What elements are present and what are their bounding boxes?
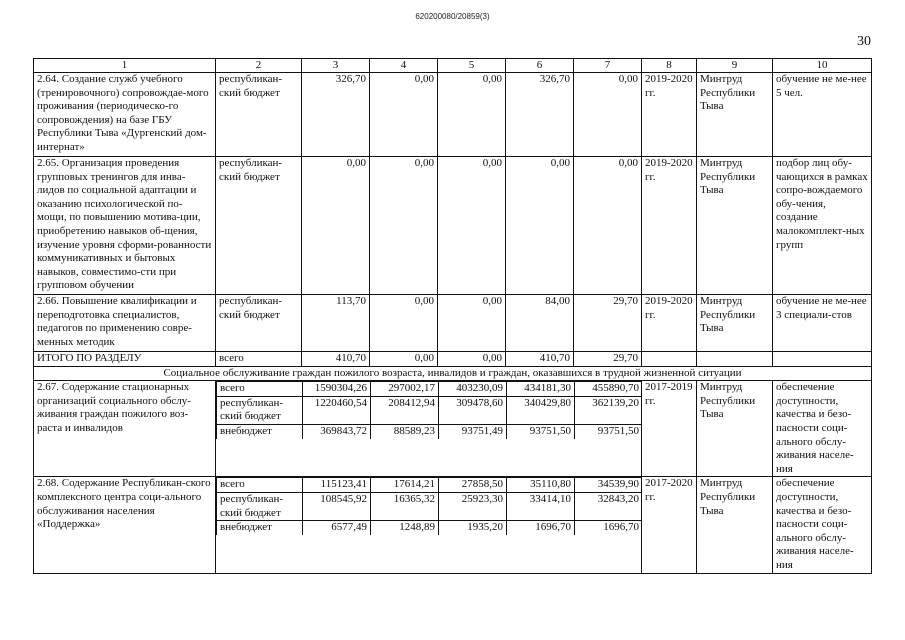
value-year-4: 455890,70 <box>575 382 642 397</box>
value-year-1: 0,00 <box>370 295 438 352</box>
table-row <box>34 73 872 157</box>
funding-source: республикан-ский бюджет <box>216 157 302 295</box>
value-year-2: 93751,49 <box>439 424 507 438</box>
value-year-3: 35110,80 <box>507 478 575 493</box>
executor: Минтруд Республики Тыва <box>697 477 773 573</box>
value-year-3: 84,00 <box>506 295 574 352</box>
col-header: 3 <box>302 59 370 73</box>
value-year-3: 326,70 <box>506 73 574 157</box>
col-header: 2 <box>216 59 302 73</box>
value-total: 108545,92 <box>303 492 371 520</box>
executor: Минтруд Республики Тыва <box>697 295 773 352</box>
expected-result: обучение не ме-нее 3 специали-стов <box>773 295 872 352</box>
expected-result: обучение не ме-нее 5 чел. <box>773 73 872 157</box>
document-code: 620200080/20859(3) <box>415 12 490 21</box>
header-row <box>34 59 872 73</box>
value-year-2: 0,00 <box>438 157 506 295</box>
value-year-2: 0,00 <box>438 352 506 367</box>
funding-source: республикан-ский бюджет <box>217 492 303 520</box>
value-year-2: 27858,50 <box>439 478 507 493</box>
funding-source: внебюджет <box>217 424 303 438</box>
funding-subrow <box>217 492 642 520</box>
value-total: 410,70 <box>302 352 370 367</box>
period: 2019-2020 гг. <box>642 295 697 352</box>
col-header: 4 <box>370 59 438 73</box>
funding-source: республикан-ский бюджет <box>216 73 302 157</box>
funding-source: республикан-ский бюджет <box>217 396 303 424</box>
executor: Минтруд Республики Тыва <box>697 381 773 477</box>
program-table <box>33 58 872 574</box>
empty-cell <box>697 352 773 367</box>
value-year-4: 29,70 <box>574 295 642 352</box>
table-row <box>34 157 872 295</box>
col-header: 1 <box>34 59 216 73</box>
period: 2019-2020 гг. <box>642 73 697 157</box>
col-header: 7 <box>574 59 642 73</box>
value-year-2: 1935,20 <box>439 521 507 535</box>
value-year-3: 434181,30 <box>507 382 575 397</box>
funding-subtable <box>216 477 642 534</box>
total-row <box>34 352 872 367</box>
value-year-4: 362139,20 <box>575 396 642 424</box>
expected-result: обеспечение доступности, качества и безо-пасности соци-ального обслу-живания населе-ния <box>773 381 872 477</box>
value-year-1: 0,00 <box>370 73 438 157</box>
value-year-4: 0,00 <box>574 157 642 295</box>
value-total: 113,70 <box>302 295 370 352</box>
table-row <box>34 477 872 573</box>
funding-subrow <box>217 478 642 493</box>
value-year-2: 0,00 <box>438 295 506 352</box>
value-year-3: 0,00 <box>506 157 574 295</box>
funding-source: республикан-ский бюджет <box>216 295 302 352</box>
period: 2019-2020 гг. <box>642 157 697 295</box>
measure-name: 2.65. Организация проведения групповых тренингов для инва-лидов по социальной адаптации и оказанию психологической по-мощи, по повышению мотива-ции, приобретению навыков об-щения, изучение уровня сформи-рованности коммуникативных и бытовых навыков, совместимо-сти при групповом обучении <box>34 157 216 295</box>
section-title: Социальное обслуживание граждан пожилого возраста, инвалидов и граждан, оказавшихся в трудной жизненной ситуации <box>34 366 872 381</box>
executor: Минтруд Республики Тыва <box>697 157 773 295</box>
value-year-2: 0,00 <box>438 73 506 157</box>
value-year-4: 32843,20 <box>575 492 642 520</box>
measure-name: 2.64. Создание служб учебного (тренировочного) сопровождае-мого проживания (периодическо-го сопровождения) на базе ГБУ Республики Тыва «Дургенский дом-интернат» <box>34 73 216 157</box>
value-year-2: 309478,60 <box>439 396 507 424</box>
funding-subrow <box>217 396 642 424</box>
funding-source: всего <box>216 352 302 367</box>
value-year-4: 1696,70 <box>575 521 642 535</box>
value-year-1: 1248,89 <box>371 521 439 535</box>
empty-cell <box>642 352 697 367</box>
funding-subtable <box>216 381 642 438</box>
value-year-4: 34539,90 <box>575 478 642 493</box>
expected-result: подбор лиц обу-чающихся в рамках сопро-вождаемого обу-чения, создание малокомплект-ных групп <box>773 157 872 295</box>
value-year-1: 16365,32 <box>371 492 439 520</box>
expected-result: обеспечение доступности, качества и безо-пасности соци-ального обслу-живания населе-ния <box>773 477 872 573</box>
value-total: 6577,49 <box>303 521 371 535</box>
funding-subrow <box>217 382 642 397</box>
value-total: 0,00 <box>302 157 370 295</box>
value-year-1: 0,00 <box>370 157 438 295</box>
measure-name: 2.67. Содержание стационарных организаций социального обслу-живания граждан пожилого воз-раста и инвалидов <box>34 381 216 477</box>
table-row <box>34 381 872 477</box>
measure-name: 2.66. Повышение квалификации и переподготовка специалистов, педагогов по применению совре-менных методик <box>34 295 216 352</box>
measure-name: 2.68. Содержание Республикан-ского комплексного центра соци-ального обслуживания населения «Поддержка» <box>34 477 216 573</box>
value-total: 326,70 <box>302 73 370 157</box>
value-year-3: 410,70 <box>506 352 574 367</box>
value-total: 1590304,26 <box>303 382 371 397</box>
executor: Минтруд Республики Тыва <box>697 73 773 157</box>
funding-subrow <box>217 424 642 438</box>
funding-block <box>216 381 642 477</box>
value-total: 115123,41 <box>303 478 371 493</box>
value-year-1: 208412,94 <box>371 396 439 424</box>
value-total: 369843,72 <box>303 424 371 438</box>
value-total: 1220460,54 <box>303 396 371 424</box>
period: 2017-2019 гг. <box>642 381 697 477</box>
value-year-4: 93751,50 <box>575 424 642 438</box>
value-year-2: 403230,09 <box>439 382 507 397</box>
value-year-1: 88589,23 <box>371 424 439 438</box>
col-header: 9 <box>697 59 773 73</box>
table-row <box>34 295 872 352</box>
empty-cell <box>773 352 872 367</box>
value-year-3: 93751,50 <box>507 424 575 438</box>
funding-source: всего <box>217 382 303 397</box>
value-year-3: 1696,70 <box>507 521 575 535</box>
value-year-3: 340429,80 <box>507 396 575 424</box>
value-year-2: 25923,30 <box>439 492 507 520</box>
col-header: 5 <box>438 59 506 73</box>
total-label: ИТОГО ПО РАЗДЕЛУ <box>34 352 216 367</box>
page-number: 30 <box>857 34 871 49</box>
funding-block <box>216 477 642 573</box>
funding-source: всего <box>217 478 303 493</box>
value-year-3: 33414,10 <box>507 492 575 520</box>
value-year-1: 0,00 <box>370 352 438 367</box>
col-header: 8 <box>642 59 697 73</box>
section-row <box>34 366 872 381</box>
value-year-4: 0,00 <box>574 73 642 157</box>
value-year-1: 17614,21 <box>371 478 439 493</box>
value-year-1: 297002,17 <box>371 382 439 397</box>
funding-subrow <box>217 521 642 535</box>
funding-source: внебюджет <box>217 521 303 535</box>
period: 2017-2020 гг. <box>642 477 697 573</box>
value-year-4: 29,70 <box>574 352 642 367</box>
col-header: 6 <box>506 59 574 73</box>
col-header: 10 <box>773 59 872 73</box>
